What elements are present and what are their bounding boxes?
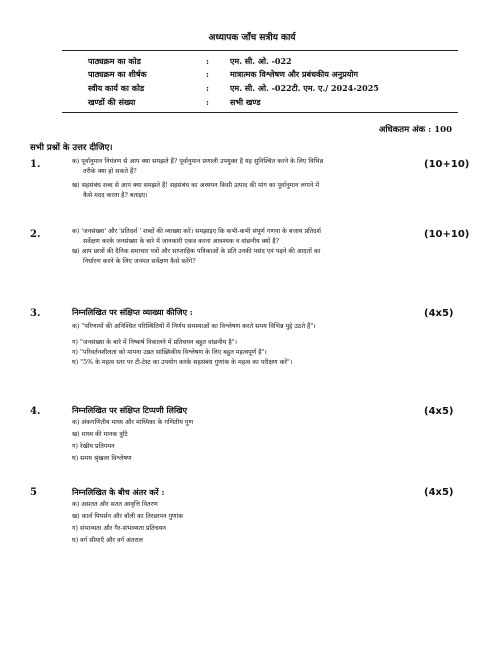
question-5-part-c: ग) संभाव्यता और गैर-संभाव्यता प्रतिचयन: [72, 525, 166, 532]
question-4-number: 4.: [30, 406, 41, 417]
header-top-rule: [62, 50, 458, 51]
question-5-marks: (4x5): [424, 487, 454, 498]
blocks-value: सभी खण्ड: [230, 97, 261, 107]
question-1-part-b-cont: कैसे मदद करता है? बताइए।: [83, 192, 148, 199]
question-1-part-b: ख) सहसंबंध शब्द से आप क्या समझते हैं! सहसंबंध का अध्ययन किसी उत्पाद की मांग का पूर्वानुमान लगाने में: [72, 182, 320, 189]
blocks-row: [88, 97, 448, 109]
question-2-number: 2.: [30, 229, 41, 240]
question-3-marks: (4x5): [424, 308, 454, 319]
question-5-body: [72, 500, 422, 546]
course-code-row: [88, 56, 448, 68]
question-2-part-b-cont: निर्धारण करने के लिए जनमत सर्वेक्षण कैसे करेंगे?: [83, 258, 196, 265]
assignment-code-label: स्वीय कार्य का कोड: [88, 83, 145, 93]
question-2-part-b: ख) आप छात्रों की दैनिक समाचार पत्रों और साप्ताहिक पत्रिकाओं के प्रति उनकी पसंद एवं पढ़ने की आदतों का: [72, 248, 321, 255]
course-title-colon: :: [206, 69, 209, 79]
question-4-heading: निम्नलिखित पर संक्षिप्त टिप्पणी लिखिए: [72, 405, 188, 415]
question-4-part-a: क) अंकगणितीय माध्य और माध्यिका के गणितीय गुण: [72, 419, 194, 426]
instruction: सभी प्रश्नों के उत्तर दीजिए।: [30, 143, 113, 153]
question-1-marks: (10+10): [424, 159, 470, 170]
question-3-part-a: क) "परिणामों की अनिश्चित परिस्थितियों में निर्णय समस्याओं का विश्लेषण करते समय विभिन्न मुद्दे उठते हैं"।: [72, 323, 316, 330]
course-title-label: पाठ्यक्रम का शीर्षक: [88, 69, 147, 79]
question-1-part-a-cont: तरीके क्या हो सकते हैं?: [83, 168, 137, 175]
question-5-number: 5: [30, 487, 37, 498]
question-1-number: 1.: [30, 159, 41, 170]
blocks-colon: :: [206, 97, 209, 107]
question-5-heading: निम्नलिखित के बीच अंतर करें :: [72, 487, 165, 497]
course-title-value: मात्रात्मक विश्लेषण और प्रबंधकीय अनुप्रयोग: [230, 69, 358, 79]
course-code-label: पाठ्यक्रम का कोड: [88, 56, 141, 66]
question-1-part-a: क) पूर्वानुमान नियंत्रण से आप क्या समझते हैं? पूर्वानुमान प्रणाली उपयुक्त है यह सुनिश्चित करने के लिए विभिन्न: [72, 158, 324, 165]
course-title-row: [88, 69, 448, 81]
page-title: अध्यापक जाँच सत्रीय कार्य: [208, 33, 296, 43]
assignment-code-colon: :: [206, 83, 209, 93]
course-code-value: एम. सी. ओ. -022: [230, 56, 292, 66]
question-3-part-d: घ) "5% के महत्व स्तर पर टी-टेस्ट का उपयोग करके सहसंबंध गुणांक के महत्व का परीक्षण करें"।: [72, 359, 293, 366]
assignment-code-row: [88, 83, 448, 95]
header-bottom-rule: [62, 112, 458, 113]
assignment-code-value: एम. सी. ओ. -022टी. एम. ए./ 2024-2025: [230, 83, 379, 93]
question-5-part-d: घ) वर्ग सीमाएँ और वर्ग अंतराल: [72, 537, 143, 544]
question-2-part-a-cont: सर्वेक्षण करके जनसंख्या के बारे में जानकारी एकत्र करना आवश्यक व वांछनीय क्यों है?: [83, 238, 279, 245]
question-3-part-c: ग) "परिवर्तनशीलता को मापना उन्नत सांख्यिकीय विश्लेषण के लिए बहुत महत्वपूर्ण है"।: [72, 349, 267, 356]
question-2-part-a: क) 'जनसंख्या' और 'प्रतिदर्श ' शब्दों की व्याख्या करें। समझाइए कि कभी-कभी संपूर्ण गणना के बजाय प्रतिदर्श: [72, 228, 321, 235]
question-5-part-a: क) असतत और सतत आवृत्ति वितरण: [72, 501, 158, 508]
question-5-part-b: ख) कार्ल पियर्सन और बॉली का तिरछापन गुणांक: [72, 513, 184, 520]
question-3-body: [72, 322, 422, 368]
blocks-label: खण्डों की संख्या: [88, 97, 136, 107]
question-2-body: [72, 227, 422, 267]
question-3-part-b: ग) "जनसंख्या के बारे में निष्कर्ष निकालने में प्रतिचयन बहुत वांछनीय है"।: [72, 339, 237, 346]
question-1-body: [72, 157, 422, 201]
question-4-part-b: ख) माध्य की मानक त्रुटि: [72, 431, 128, 438]
question-4-body: [72, 418, 422, 464]
question-3-number: 3.: [30, 308, 41, 319]
course-code-colon: :: [206, 56, 209, 66]
question-4-part-d: घ) समय श्रृंखला विश्लेषण: [72, 455, 132, 462]
max-marks: अधिकतम अंक : 100: [378, 125, 452, 135]
question-4-part-c: ग) रेखीय प्रतिगमन: [72, 443, 115, 450]
question-3-heading: निम्नलिखित पर संक्षिप्त व्याख्या कीजिए :: [72, 307, 193, 317]
question-4-marks: (4x5): [424, 406, 454, 417]
question-2-marks: (10+10): [424, 229, 470, 240]
